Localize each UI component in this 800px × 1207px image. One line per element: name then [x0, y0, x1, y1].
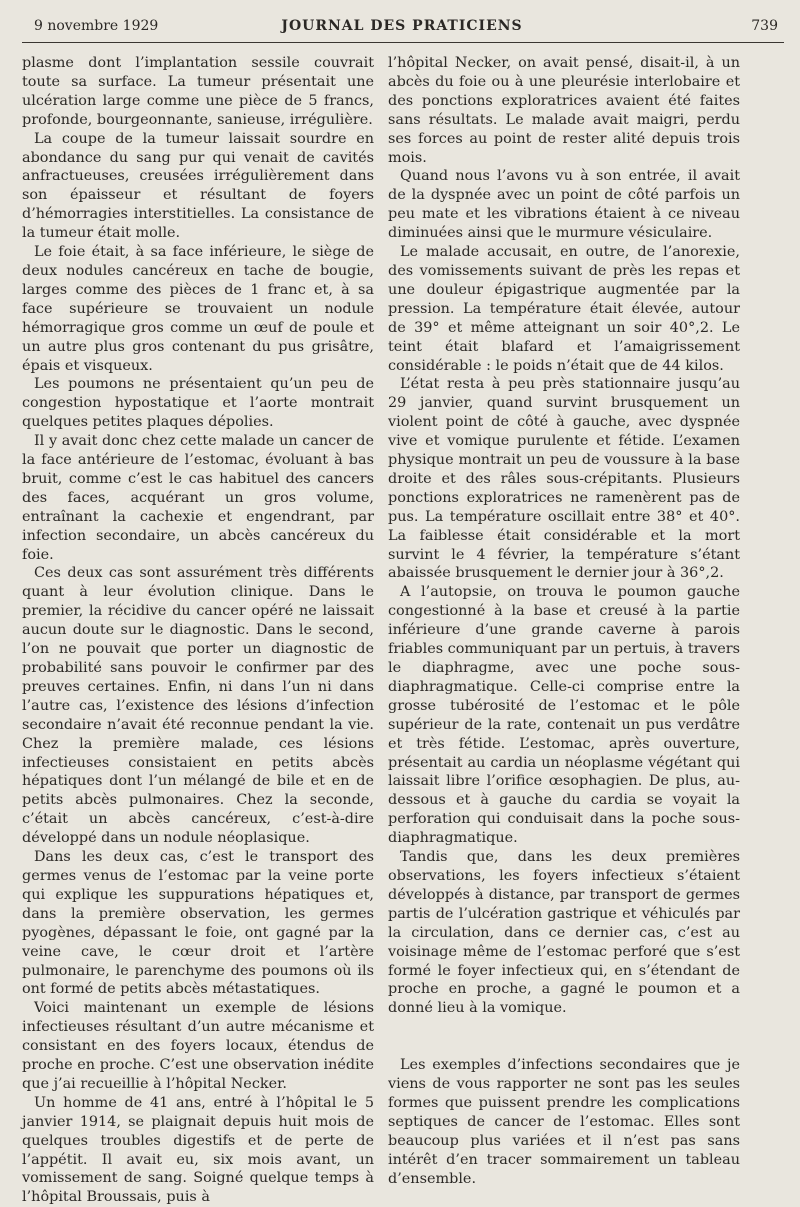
left-column [22, 54, 374, 1207]
paragraph: Les exemples d’infections secondaires que je viens de vous rapporter ne sont pas les seules formes que puissent prendre les complications septiques de cancer de l’estomac. Elles sont beaucoup plus variées et il n’est pas sans intérêt d’en tracer sommairement un tableau d’ensemble. [388, 1057, 740, 1187]
journal-title: JOURNAL DES PRATICIENS [281, 18, 523, 34]
paragraph: La coupe de la tumeur laissait sourdre en abondance du sang pur qui venait de cavités anfractueuses, creusées irrégulièrement dans son épaisseur et résultant de foyers d’hémorragies interstitielles. La consistance de la tumeur était molle. [22, 130, 374, 242]
paragraph: Quand nous l’avons vu à son entrée, il avait de la dyspnée avec un point de côté parfois un peu mate et les vibrations étaient à ce niveau diminuées ainsi que le murmure vésiculaire. [388, 168, 740, 242]
paragraph: Dans les deux cas, c’est le transport des germes venus de l’estomac par la veine porte qui explique les suppurations hépatiques et, dans la première observation, les germes pyogènes, dépassant le foie, ont gagné par la veine cave, le cœur droit et l’artère pulmonaire, le parenchyme des poumons où ils ont formé de petits abcès métastatiques. [22, 849, 374, 998]
paragraph: plasme dont l’implantation sessile couvrait toute sa surface. La tumeur présentait une ulcération large comme une pièce de 5 francs, profonde, bourgeonnante, sanieuse, irrégulière. [22, 55, 374, 128]
paragraph: Le malade accusait, en outre, de l’anorexie, des vomissements suivant de près les repas et une douleur épigastrique augmentée par la pression. La température était élevée, autour de 39° et même atteignant un soir 40°,2. Le teint était blafard et l’amaigrissement considérable : le poids n’était que de 44 kilos. [388, 244, 740, 374]
page-header [22, 12, 782, 42]
right-column [388, 54, 740, 1189]
paragraph: Ces deux cas sont assurément très différents quant à leur évolution clinique. Dans le premier, la récidive du cancer opéré ne laissait aucun doute sur le diagnostic. Dans le second, l’on ne pouvait que porter un diagnostic de probabilité sans pouvoir le confirmer par des preuves certaines. Enfin, ni dans l’un ni dans l’autre cas, l’existence des lésions d’infection secondaire n’avait été reconnue pendant la vie. Chez la première malade, ces lésions infectieuses consistaient en petits abcès hépatiques dont l’un mélangé de bile et en de petits abcès pulmonaires. Chez la seconde, c’était un abcès cancéreux, c’est-à-dire développé dans un nodule néoplasique. [22, 565, 374, 847]
paragraph: Les poumons ne présentaient qu’un peu de congestion hypostatique et l’aorte montrait quelques petites plaques dépolies. [22, 376, 374, 431]
header-rule [22, 42, 784, 43]
paragraph: l’hôpital Necker, on avait pensé, disait-il, à un abcès du foie ou à une pleurésie interlobaire et des ponctions exploratrices avaient été faites sans résultats. Le malade avait maigri, perdu ses forces au point de rester alité depuis trois mois. [388, 55, 740, 166]
paragraph: Le foie était, à sa face inférieure, le siège de deux nodules cancéreux en tache de bougie, larges comme des pièces de 1 franc et, à sa face supérieure se trouvaient un nodule hémorragique gros comme un œuf de poule et un autre plus gros contenant du pus grisâtre, épais et visqueux. [22, 244, 374, 374]
issue-date: 9 novembre 1929 [34, 18, 159, 34]
page-number: 739 [751, 18, 778, 34]
paragraph: A l’autopsie, on trouva le poumon gauche congestionné à la base et creusé à la partie inférieure d’une grande caverne à parois friables communiquant par un pertuis, à travers le diaphragme, avec une poche sous-diaphragmatique. Celle-ci comprise entre la grosse tubérosité de l’estomac et le pôle supérieur de la rate, contenait un pus verdâtre et très fétide. L’estomac, après ouverture, présentait au cardia un néoplasme végétant qui laissait libre l’orifice œsophagien. De plus, au-dessous et à gauche du cardia se voyait la perforation qui conduisait dans la poche sous-diaphragmatique. [388, 584, 740, 847]
paragraph: Un homme de 41 ans, entré à l’hôpital le 5 janvier 1914, se plaignait depuis huit mois de quelques troubles digestifs et de perte de l’appétit. Il avait eu, six mois avant, un vomissement de sang. Soigné quelque temps à l’hôpital Broussais, puis à [22, 1094, 374, 1206]
paragraph: L’état resta à peu près stationnaire jusqu’au 29 janvier, quand survint brusquement un violent point de côté à gauche, avec dyspnée vive et vomique purulente et fétide. L’examen physique montrait un peu de voussure à la base droite et des râles sous-crépitants. Plusieurs ponctions exploratrices ne ramenèrent pas de pus. La température oscillait entre 38° et 40°. La faiblesse était considérable et la mort survint le 4 février, la température s’étant abaissée brusquement le dernier jour à 36°,2. [388, 376, 740, 582]
paragraph: Voici maintenant un exemple de lésions infectieuses résultant d’un autre mécanisme et consistant en des foyers locaux, étendus de proche en proche. C’est une observation inédite que j’ai recueillie à l’hôpital Necker. [22, 1000, 374, 1092]
paragraph: Tandis que, dans les deux premières observations, les foyers infectieux s’étaient développés à distance, par transport de germes partis de l’ulcération gastrique et véhiculés par la circulation, dans ce dernier cas, c’est au voisinage même de l’estomac perforé que s’est formé le foyer infectieux qui, en s’étendant de proche en proche, a gagné le poumon et a donné lieu à la vomique. [388, 849, 740, 1017]
paragraph: Il y avait donc chez cette malade un cancer de la face antérieure de l’estomac, évoluant à bas bruit, comme c’est le cas habituel des cancers des faces, acquérant un gros volume, entraînant la cachexie et engendrant, par infection secondaire, un abcès cancéreux du foie. [22, 433, 374, 563]
